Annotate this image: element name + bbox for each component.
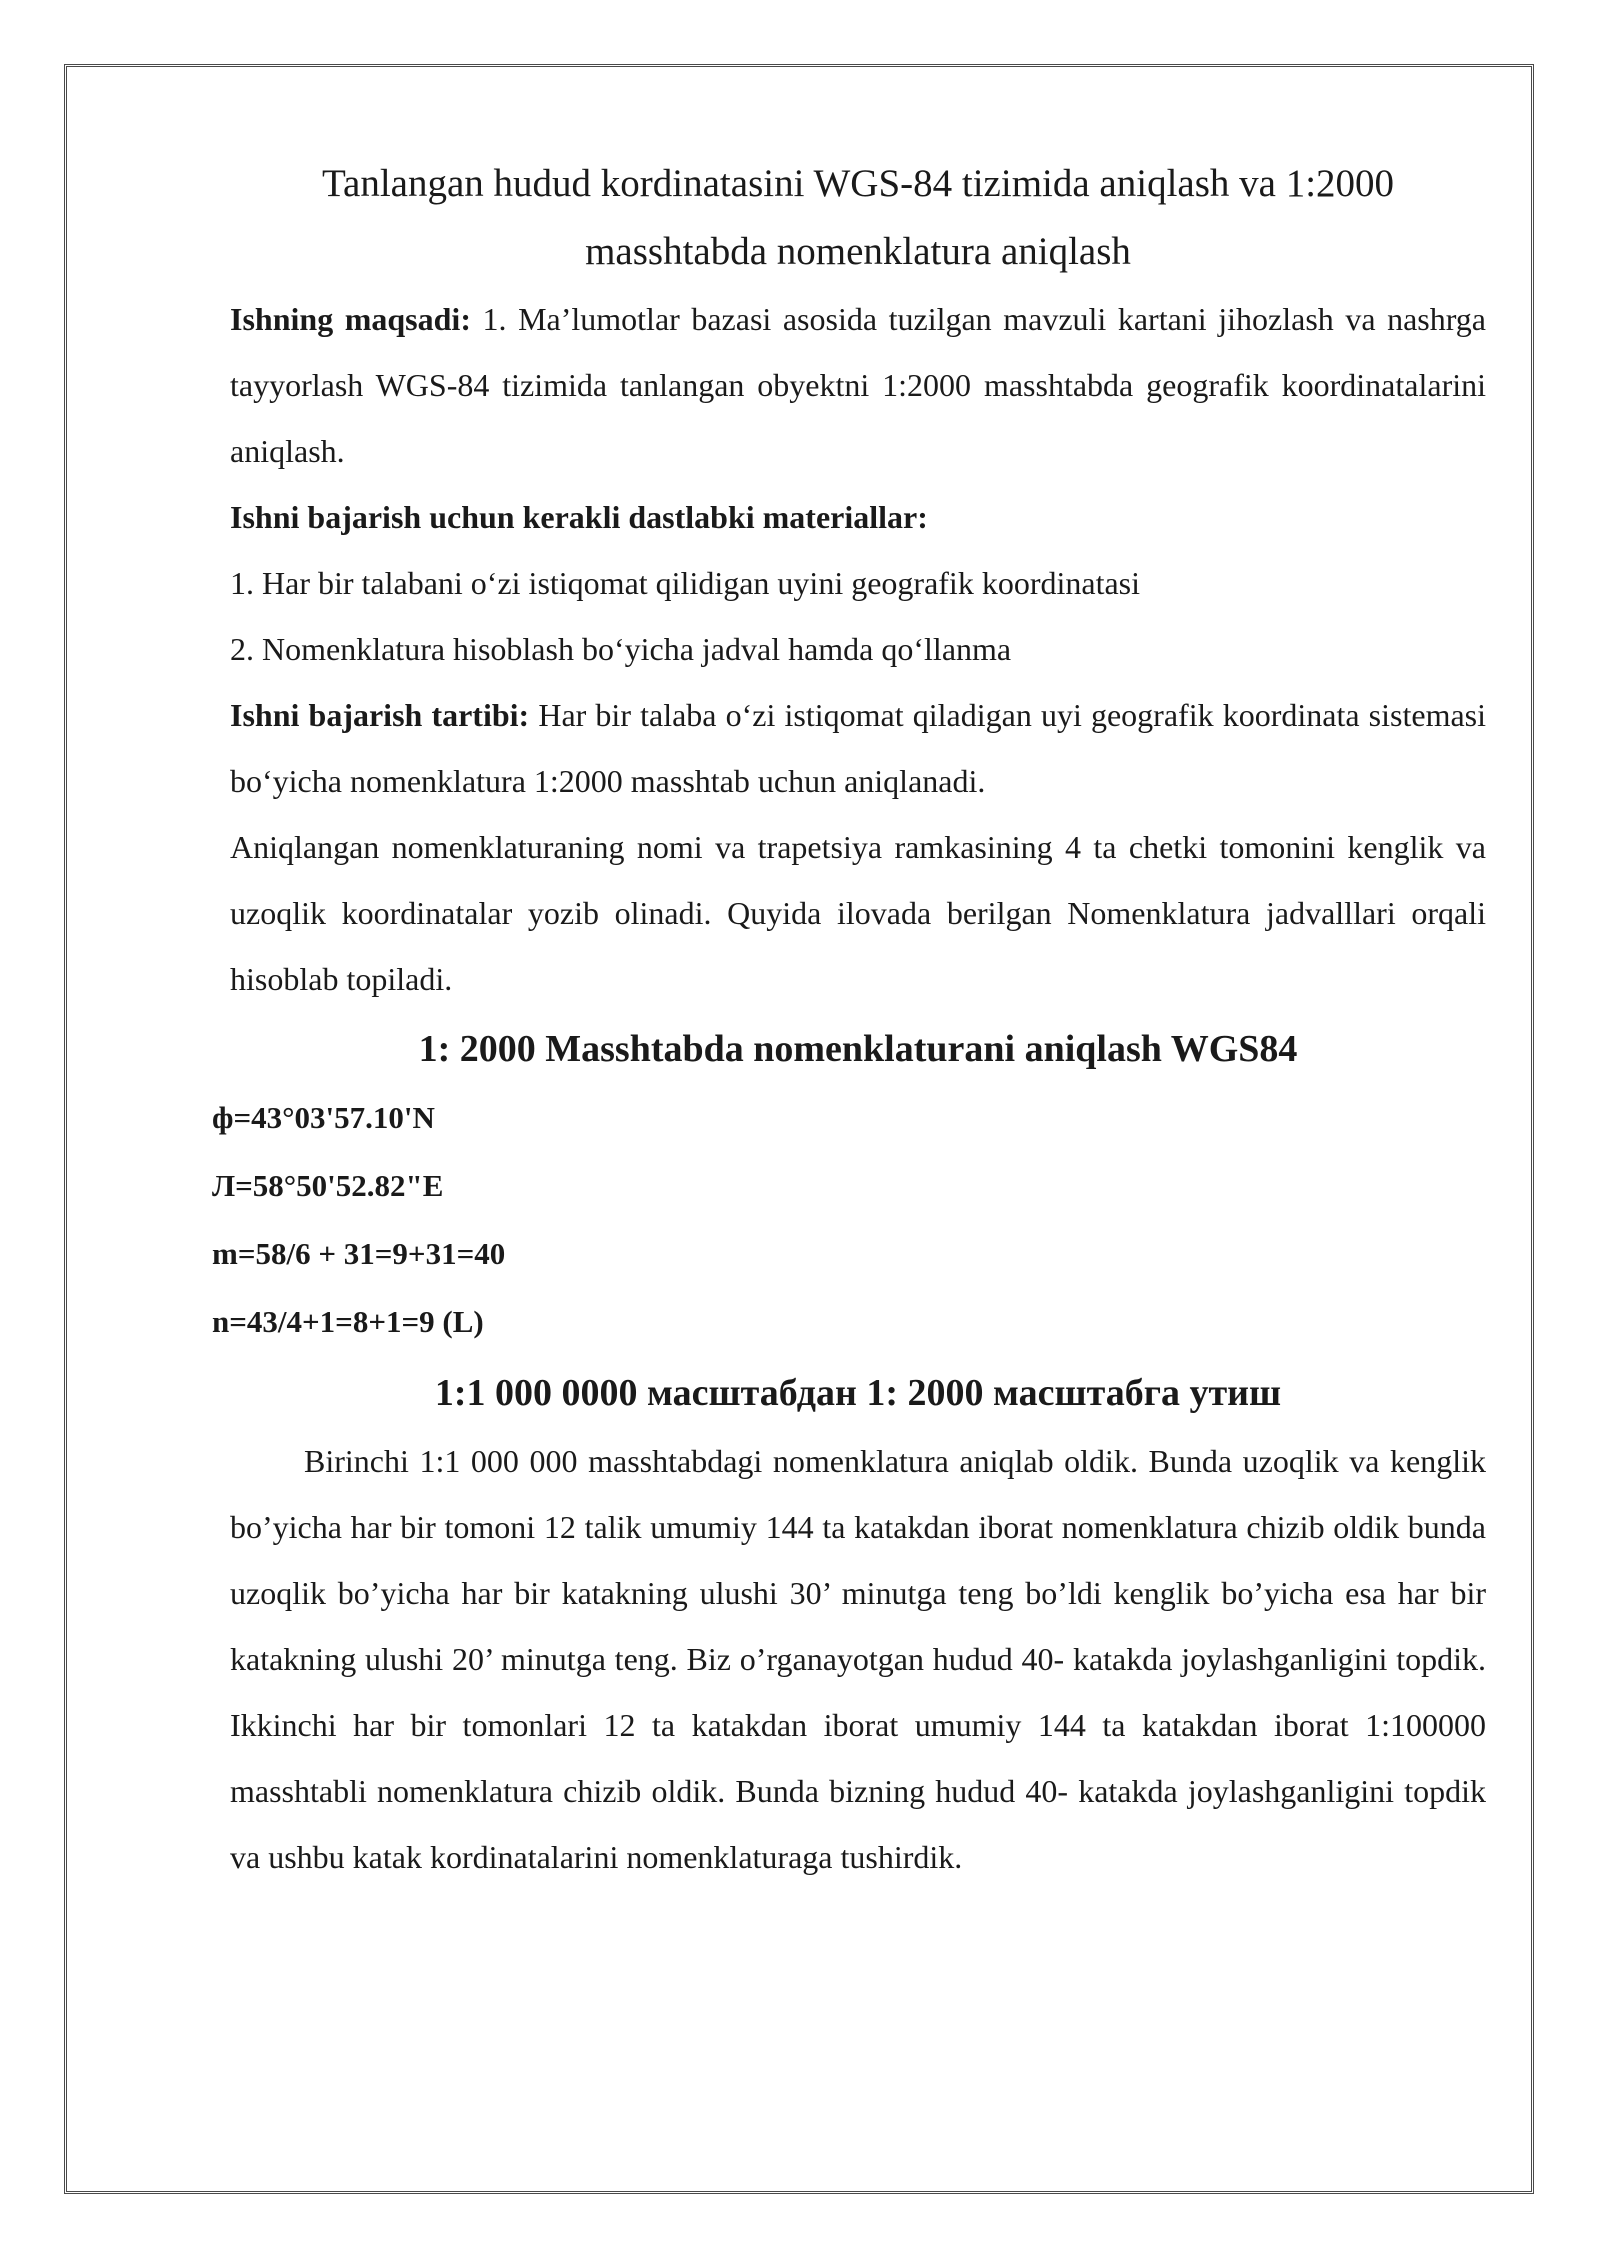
document-title	[230, 150, 1486, 286]
materials-item-1: 1. Har bir talabani o‘zi istiqomat qilidigan uyini geografik koordinatasi	[230, 565, 1140, 601]
section-heading-scale-transition: 1:1 000 0000 масштабдан 1: 2000 масштабга утиш	[434, 1372, 1282, 1414]
section-heading-wgs84: 1: 2000 Masshtabda nomenklaturani aniqlash WGS84	[418, 1028, 1298, 1070]
title-line-1: Tanlangan hudud kordinatasini WGS-84 tizimida aniqlash va 1:2000	[321, 162, 1395, 205]
goal-label: Ishning maqsadi:	[230, 301, 471, 337]
goal-text: 1. Ma’lumotlar bazasi asosida tuzilgan mavzuli kartani jihozlash va nashrga tayyorlash WGS-84 tizimida tanlangan obyektni 1:2000 masshtabda geografik koordinatalarini aniqlash.	[230, 301, 1487, 469]
procedure-paragraph-2: Aniqlangan nomenklaturaning nomi va trapetsiya ramkasining 4 ta chetki tomonini kenglik va uzoqlik koordinatalar yozib olinadi. Quyida ilovada berilgan Nomenklatura jadvalllari orqali hisoblab topiladi.	[230, 829, 1486, 997]
document-body	[212, 150, 1487, 1890]
final-paragraph: Birinchi 1:1 000 000 masshtabdagi nomenklatura aniqlab oldik. Bunda uzoqlik va kenglik bo’yicha har bir tomoni 12 talik umumiy 144 ta katakdan iborat nomenklatura chizib oldik bunda uzoqlik bo’yicha har bir katakning ulushi 30’ minutga teng bo’ldi kenglik bo’yicha esa har bir katakning ulushi 20’ minutga teng. Biz o’rganayotgan hudud 40- katakda joylashganligini topdik. Ikkinchi har bir tomonlari 12 ta katakdan iborat umumiy 144 ta katakdan iborat 1:100000 masshtabli nomenklatura chizib oldik. Bunda bizning hudud 40- katakda joylashganligini topdik va ushbu katak kordinatalarini nomenklaturaga tushirdik.	[230, 1443, 1486, 1875]
materials-label: Ishni bajarish uchun kerakli dastlabki materiallar:	[230, 499, 928, 535]
title-line-2: masshtabda nomenklatura aniqlash	[585, 230, 1131, 273]
formula-longitude: Л=58°50'52.82"E	[212, 1168, 444, 1203]
formula-latitude: ф=43°03'57.10'N	[212, 1100, 435, 1135]
procedure-text: Har bir talaba o‘zi istiqomat qiladigan uyi geografik koordinata sistemasi bo‘yicha nomenklatura 1:2000 masshtab uchun aniqlanadi.	[230, 697, 1487, 799]
formula-n: n=43/4+1=8+1=9 (L)	[212, 1304, 484, 1339]
procedure-label: Ishni bajarish tartibi:	[230, 697, 530, 733]
goal-paragraph	[230, 286, 1486, 484]
procedure-paragraph	[230, 682, 1486, 814]
formula-m: m=58/6 + 31=9+31=40	[212, 1236, 506, 1271]
formula-block	[212, 1084, 1486, 1356]
materials-item-2: 2. Nomenklatura hisoblash bo‘yicha jadval hamda qo‘llanma	[230, 631, 1012, 667]
